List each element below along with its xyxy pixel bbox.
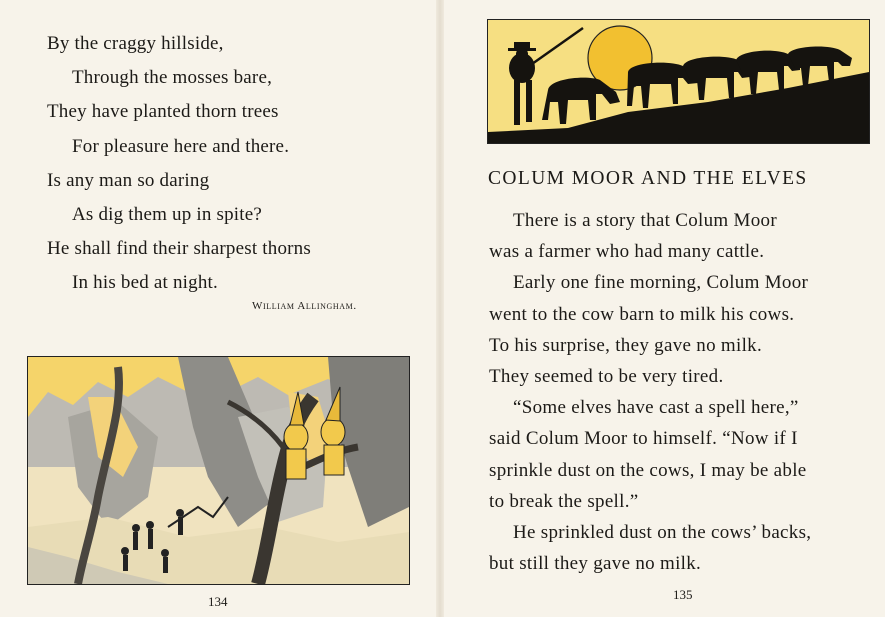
poem-line: By the craggy hillside, — [47, 33, 224, 54]
story-line: said Colum Moor to himself. “Now if I — [489, 428, 798, 450]
poem-line: Through the mosses bare, — [72, 67, 273, 89]
chapter-title: COLUM MOOR AND THE ELVES — [488, 168, 808, 189]
story-line: was a farmer who had many cattle. — [489, 241, 765, 263]
poem-author: William Allingham. — [252, 300, 357, 312]
story-text — [489, 205, 874, 579]
story-line: There is a story that Colum Moor — [513, 210, 777, 231]
story-line: sprinkle dust on the cows, I may be able — [489, 459, 807, 481]
poem-line: They have planted thorn trees — [47, 101, 279, 123]
poem — [47, 27, 417, 301]
farmer-and-cattle-silhouette — [487, 19, 870, 144]
elves-in-tree-illustration — [27, 356, 410, 585]
story-line: “Some elves have cast a spell here,” — [513, 397, 799, 419]
story-line: to break the spell.” — [489, 490, 639, 512]
poem-line: For pleasure here and there. — [72, 135, 290, 157]
poem-line: Is any man so daring — [47, 169, 210, 191]
story-line: but still they gave no milk. — [489, 553, 702, 575]
poem-line: As dig them up in spite? — [72, 203, 263, 225]
story-line: He sprinkled dust on the cows’ backs, — [513, 521, 812, 543]
page-number: 135 — [673, 587, 693, 602]
story-line: Early one fine morning, Colum Moor — [513, 272, 809, 294]
poem-line: In his bed at night. — [72, 272, 218, 294]
left-page — [0, 0, 440, 617]
poem-line: He shall find their sharpest thorns — [47, 238, 311, 260]
page-number: 134 — [208, 594, 228, 609]
story-line: They seemed to be very tired. — [489, 365, 724, 387]
story-line: went to the cow barn to milk his cows. — [489, 303, 795, 325]
story-line: To his surprise, they gave no milk. — [489, 334, 763, 356]
